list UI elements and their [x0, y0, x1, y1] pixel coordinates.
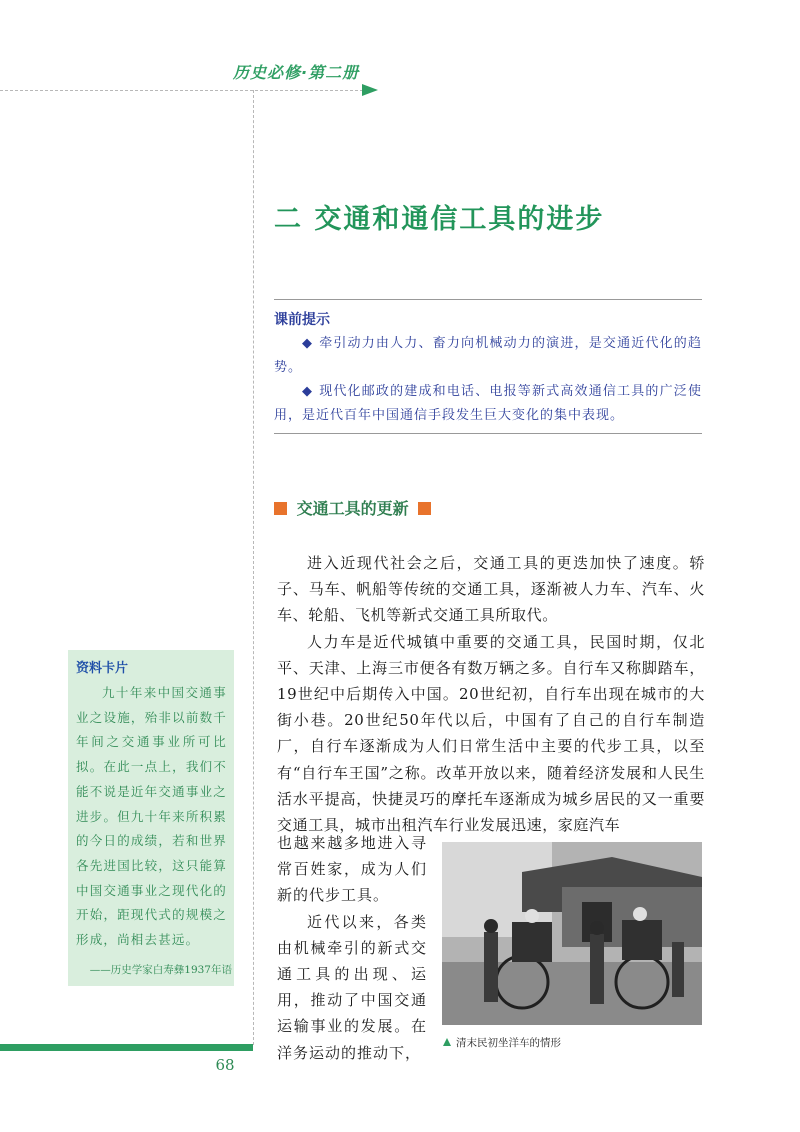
tips-top-rule: [274, 299, 702, 300]
body-text-narrow: [277, 830, 427, 1066]
header-arrow-icon: [362, 84, 378, 96]
tip-text: 现代化邮政的建成和电话、电报等新式高效通信工具的广泛使用，是近代百年中国通信手段发生巨大变化的集中表现。: [274, 384, 702, 423]
caption-triangle-icon: [443, 1038, 451, 1046]
margin-dashed-rule: [253, 90, 254, 1045]
subsection-heading: [274, 496, 431, 520]
subsection-title: 交通工具的更新: [296, 499, 409, 518]
caption-text: 清末民初坐洋车的情形: [456, 1037, 561, 1049]
book-title: 历史必修·第二册: [233, 63, 360, 82]
photo-caption: [443, 1035, 561, 1055]
tips-heading: 课前提示: [274, 312, 330, 328]
body-paragraph: 近代以来，各类由机械牵引的新式交通工具的出现、运用，推动了中国交通运输事业的发展。在洋务运动的推动下，: [277, 912, 427, 1062]
tips-list: [274, 332, 702, 428]
data-card-title: 资料卡片: [76, 661, 129, 676]
page-number: 68: [215, 1056, 235, 1074]
diamond-bullet-icon: ◆: [302, 336, 314, 351]
header-dashed-rule: [0, 90, 368, 91]
diamond-bullet-icon: ◆: [302, 384, 314, 399]
tip-item: [274, 332, 702, 380]
orange-square-icon: [274, 502, 287, 515]
tip-item: [274, 380, 702, 428]
rickshaw-photo: [442, 842, 702, 1025]
section-title: 二 交通和通信工具的进步: [274, 204, 605, 235]
body-paragraph: 进入近现代社会之后，交通工具的更迭加快了速度。轿子、马车、帆船等传统的交通工具，逐渐被人力车、汽车、火车、轮船、飞机等新式交通工具所取代。: [277, 554, 705, 625]
body-paragraph: 人力车是近代城镇中重要的交通工具，民国时期，仅北平、天津、上海三市便各有数万辆之多。自行车又称脚踏车，19世纪中后期传入中国。20世纪初，自行车出现在城市的大街小巷。20世纪50年代以后，中国有了自己的自行车制造厂，自行车逐渐成为人们日常生活中主要的代步工具，以至有“自行车王国”之称。改革开放以来，随着经济发展和人民生活水平提高，快捷灵巧的摩托车逐渐成为城乡居民的又一重要交通工具，城市出租汽车行业发展迅速，家庭汽车: [277, 632, 705, 835]
data-card-text: 九十年来中国交通事业之设施，殆非以前数千年间之交通事业所可比拟。在此一点上，我们不能不说是近年交通事业之进步。但九十年来所积累的今日的成绩，若和世界各先进国比较，这只能算中国交通事业之现代化的开始，距现代式的规模之形成，尚相去甚远。: [76, 685, 227, 948]
body-paragraph-continuation: 也越来越多地进入寻常百姓家，成为人们新的代步工具。: [277, 834, 427, 905]
data-card-source: ——历史学家白寿彝1937年语: [89, 964, 232, 976]
tip-text: 牵引动力由人力、畜力向机械动力的演进，是交通近代化的趋势。: [274, 336, 702, 375]
body-text: [277, 550, 705, 838]
footer-green-bar: [0, 1044, 253, 1051]
tips-bottom-rule: [274, 433, 702, 434]
rickshaw-photo-illustration: [442, 842, 702, 1025]
orange-square-icon: [418, 502, 431, 515]
